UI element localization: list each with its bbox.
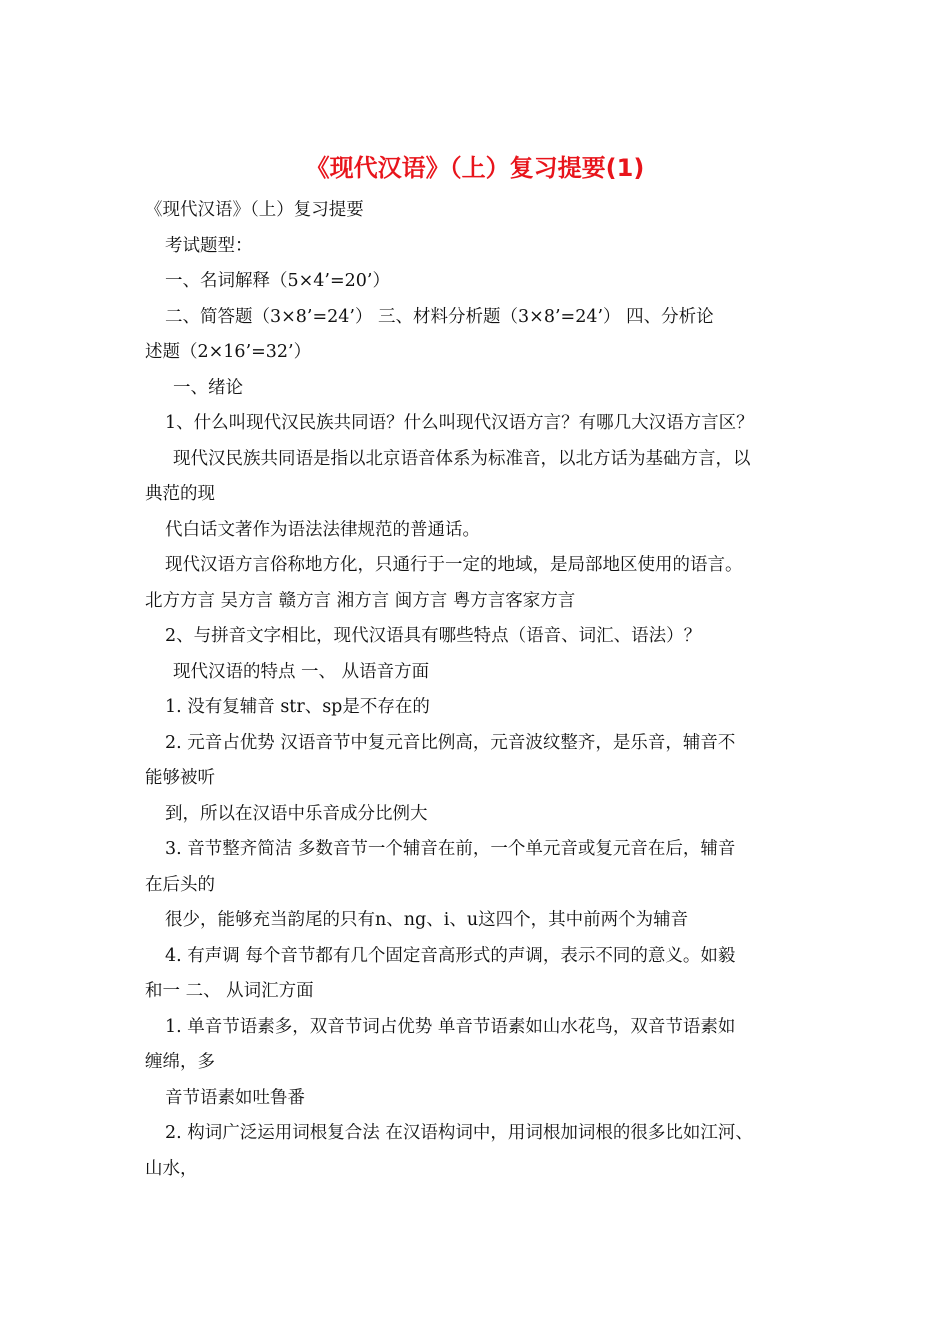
text-line: 山水， xyxy=(145,1158,198,1179)
text-line: 缠绵，多 xyxy=(145,1052,215,1072)
text-line: 考试题型： xyxy=(165,235,253,256)
text-line: 现代汉语的特点 一、 从语音方面 xyxy=(173,661,430,682)
text-line: 二、简答题（3×8’=24’） 三、材料分析题（3×8’=24’） 四、分析论 xyxy=(165,306,714,327)
text-line: 3. 音节整齐简洁 多数音节一个辅音在前，一个单元音或复元音在后，辅音 xyxy=(165,839,736,859)
text-line: 2、与拼音文字相比，现代汉语具有哪些特点（语音、词汇、语法）？ xyxy=(165,626,702,646)
text-line: 典范的现 xyxy=(145,484,215,504)
text-line: 1、什么叫现代汉民族共同语？什么叫现代汉语方言？有哪几大汉语方言区？ xyxy=(165,413,754,433)
text-line: 到，所以在汉语中乐音成分比例大 xyxy=(165,803,428,824)
document-body xyxy=(145,193,810,1187)
text-line: 2. 元音占优势 汉语音节中复元音比例高，元音波纹整齐，是乐音，辅音不 xyxy=(165,732,736,753)
text-line: 1. 没有复辅音 str、sp是不存在的 xyxy=(165,697,430,717)
text-line: 现代汉语方言俗称地方化，只通行于一定的地域，是局部地区使用的语言。 xyxy=(165,555,743,575)
text-line: 1. 单音节语素多，双音节词占优势 单音节语素如山水花鸟，双音节语素如 xyxy=(165,1016,736,1037)
text-line: 现代汉民族共同语是指以北京语音体系为标准音，以北方话为基础方言，以 xyxy=(173,448,751,469)
text-line: 和一 二、 从词汇方面 xyxy=(145,981,314,1001)
text-line: 在后头的 xyxy=(145,874,215,895)
text-line: 述题（2×16’=32’） xyxy=(145,342,312,362)
text-line: 一、名词解释（5×4’=20’） xyxy=(165,271,390,291)
text-line: 音节语素如吐鲁番 xyxy=(165,1087,305,1108)
text-line: 《现代汉语》（上）复习提要 xyxy=(145,200,364,220)
text-line: 4. 有声调 每个音节都有几个固定音高形式的声调，表示不同的意义。如毅 xyxy=(165,945,736,966)
text-line: 能够被听 xyxy=(145,768,215,788)
document-title: 《现代汉语》（上）复习提要(1) xyxy=(305,154,645,182)
text-line: 2. 构词广泛运用词根复合法 在汉语构词中，用词根加词根的很多比如江河、 xyxy=(165,1123,753,1143)
text-line: 很少，能够充当韵尾的只有n、ng、i、u这四个，其中前两个为辅音 xyxy=(165,910,689,930)
text-line: 代白话文著作为语法法律规范的普通话。 xyxy=(165,519,480,540)
text-line: 一、绪论 xyxy=(173,377,243,398)
text-line: 北方方言 吴方言 赣方言 湘方言 闽方言 粤方言客家方言 xyxy=(145,590,576,611)
